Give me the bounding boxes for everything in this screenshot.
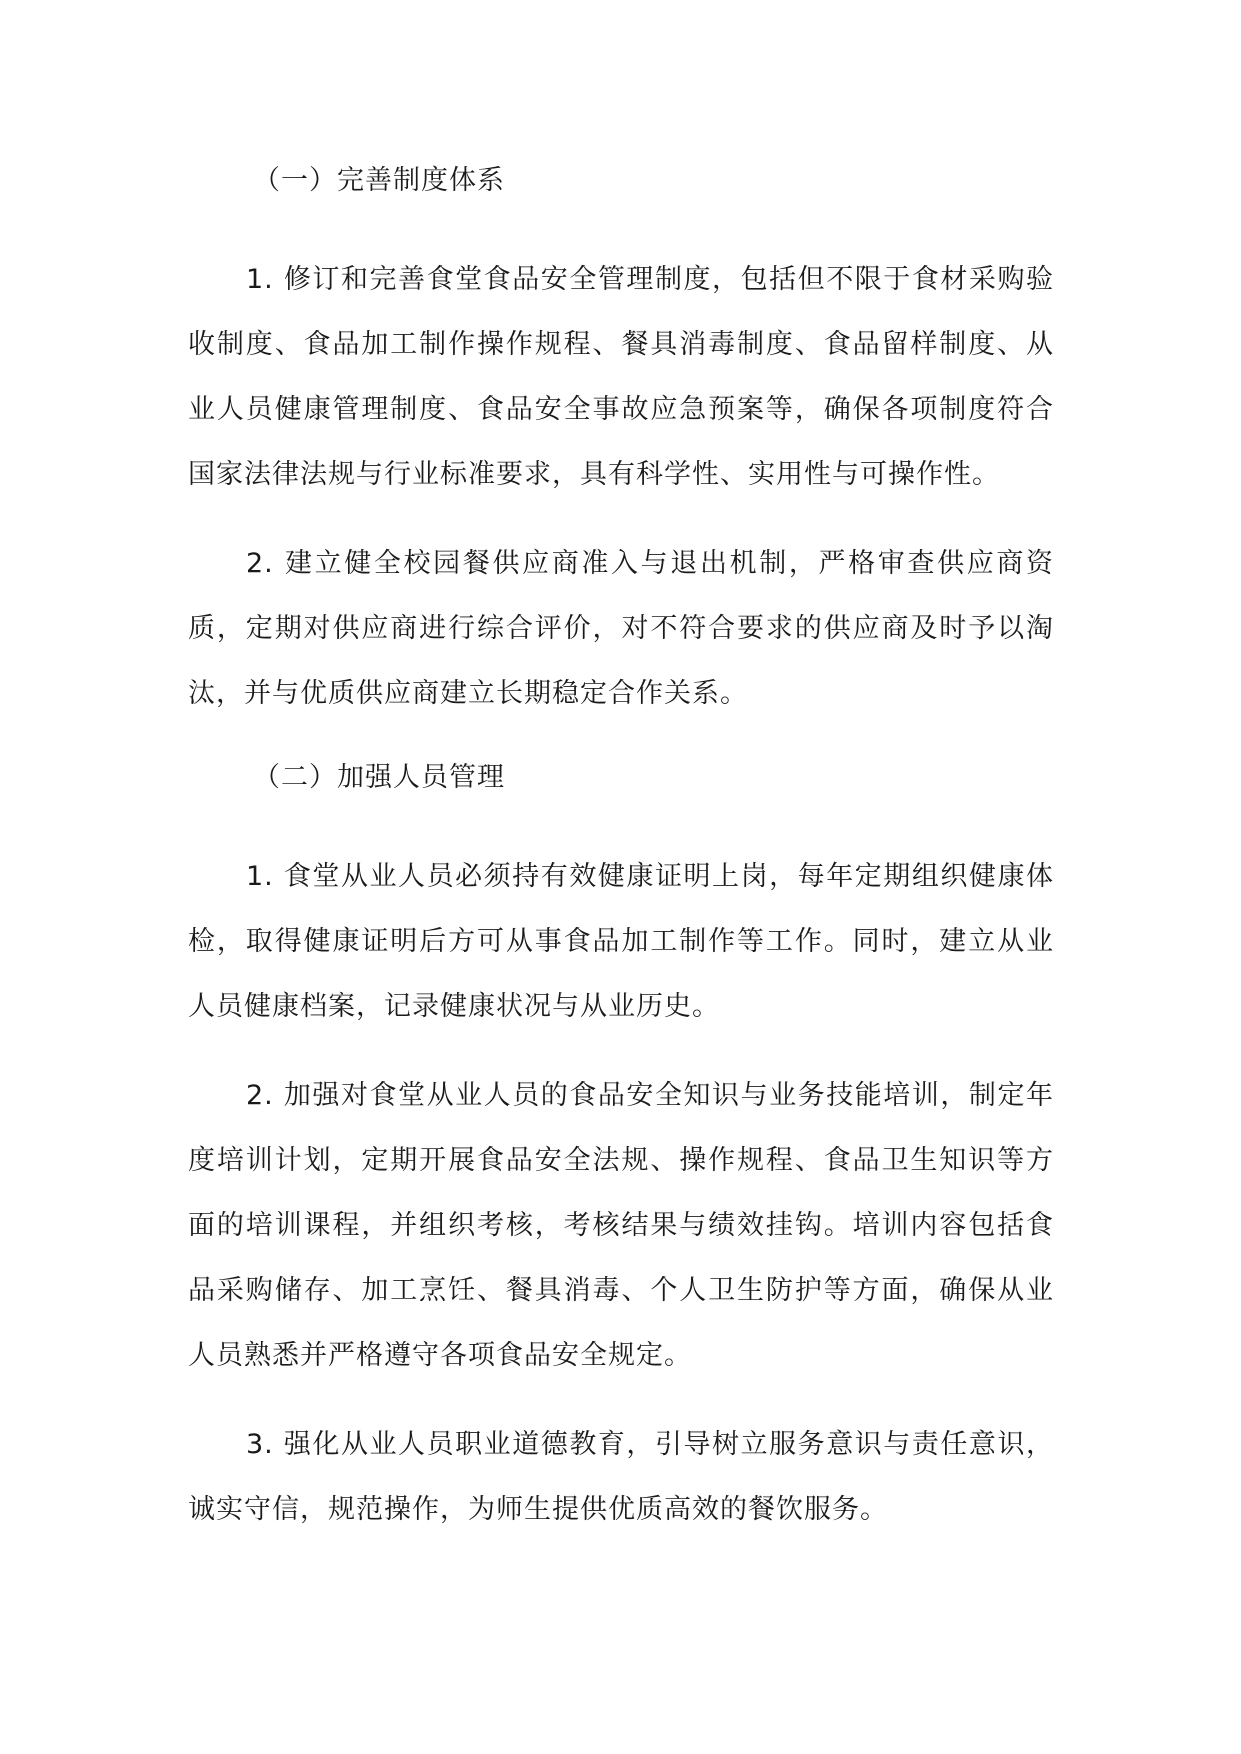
section-2-paragraph-3: 3. 强化从业人员职业道德教育，引导树立服务意识与责任意识，诚实守信，规范操作，为师生提供优质高效的餐饮服务。 (188, 1429, 1054, 1525)
section-heading-2: （二）加强人员管理 (253, 762, 505, 793)
section-1-paragraph-2: 2. 建立健全校园餐供应商准入与退出机制，严格审查供应商资质，定期对供应商进行综合评价，对不符合要求的供应商及时予以淘汰，并与优质供应商建立长期稳定合作关系。 (188, 548, 1054, 709)
document-body (188, 153, 1054, 1566)
section-heading-1: （一）完善制度体系 (253, 165, 505, 196)
section-1-paragraph-1: 1. 修订和完善食堂食品安全管理制度，包括但不限于食材采购验收制度、食品加工制作操作规程、餐具消毒制度、食品留样制度、从业人员健康管理制度、食品安全事故应急预案等，确保各项制度符合国家法律法规与行业标准要求，具有科学性、实用性与可操作性。 (188, 264, 1054, 490)
section-2-paragraph-1: 1. 食堂从业人员必须持有效健康证明上岗，每年定期组织健康体检，取得健康证明后方可从事食品加工制作等工作。同时，建立从业人员健康档案，记录健康状况与从业历史。 (188, 861, 1054, 1022)
section-2-paragraph-2: 2. 加强对食堂从业人员的食品安全知识与业务技能培训，制定年度培训计划，定期开展食品安全法规、操作规程、食品卫生知识等方面的培训课程，并组织考核，考核结果与绩效挂钩。培训内容包括食品采购储存、加工烹饪、餐具消毒、个人卫生防护等方面，确保从业人员熟悉并严格遵守各项食品安全规定。 (188, 1080, 1054, 1371)
